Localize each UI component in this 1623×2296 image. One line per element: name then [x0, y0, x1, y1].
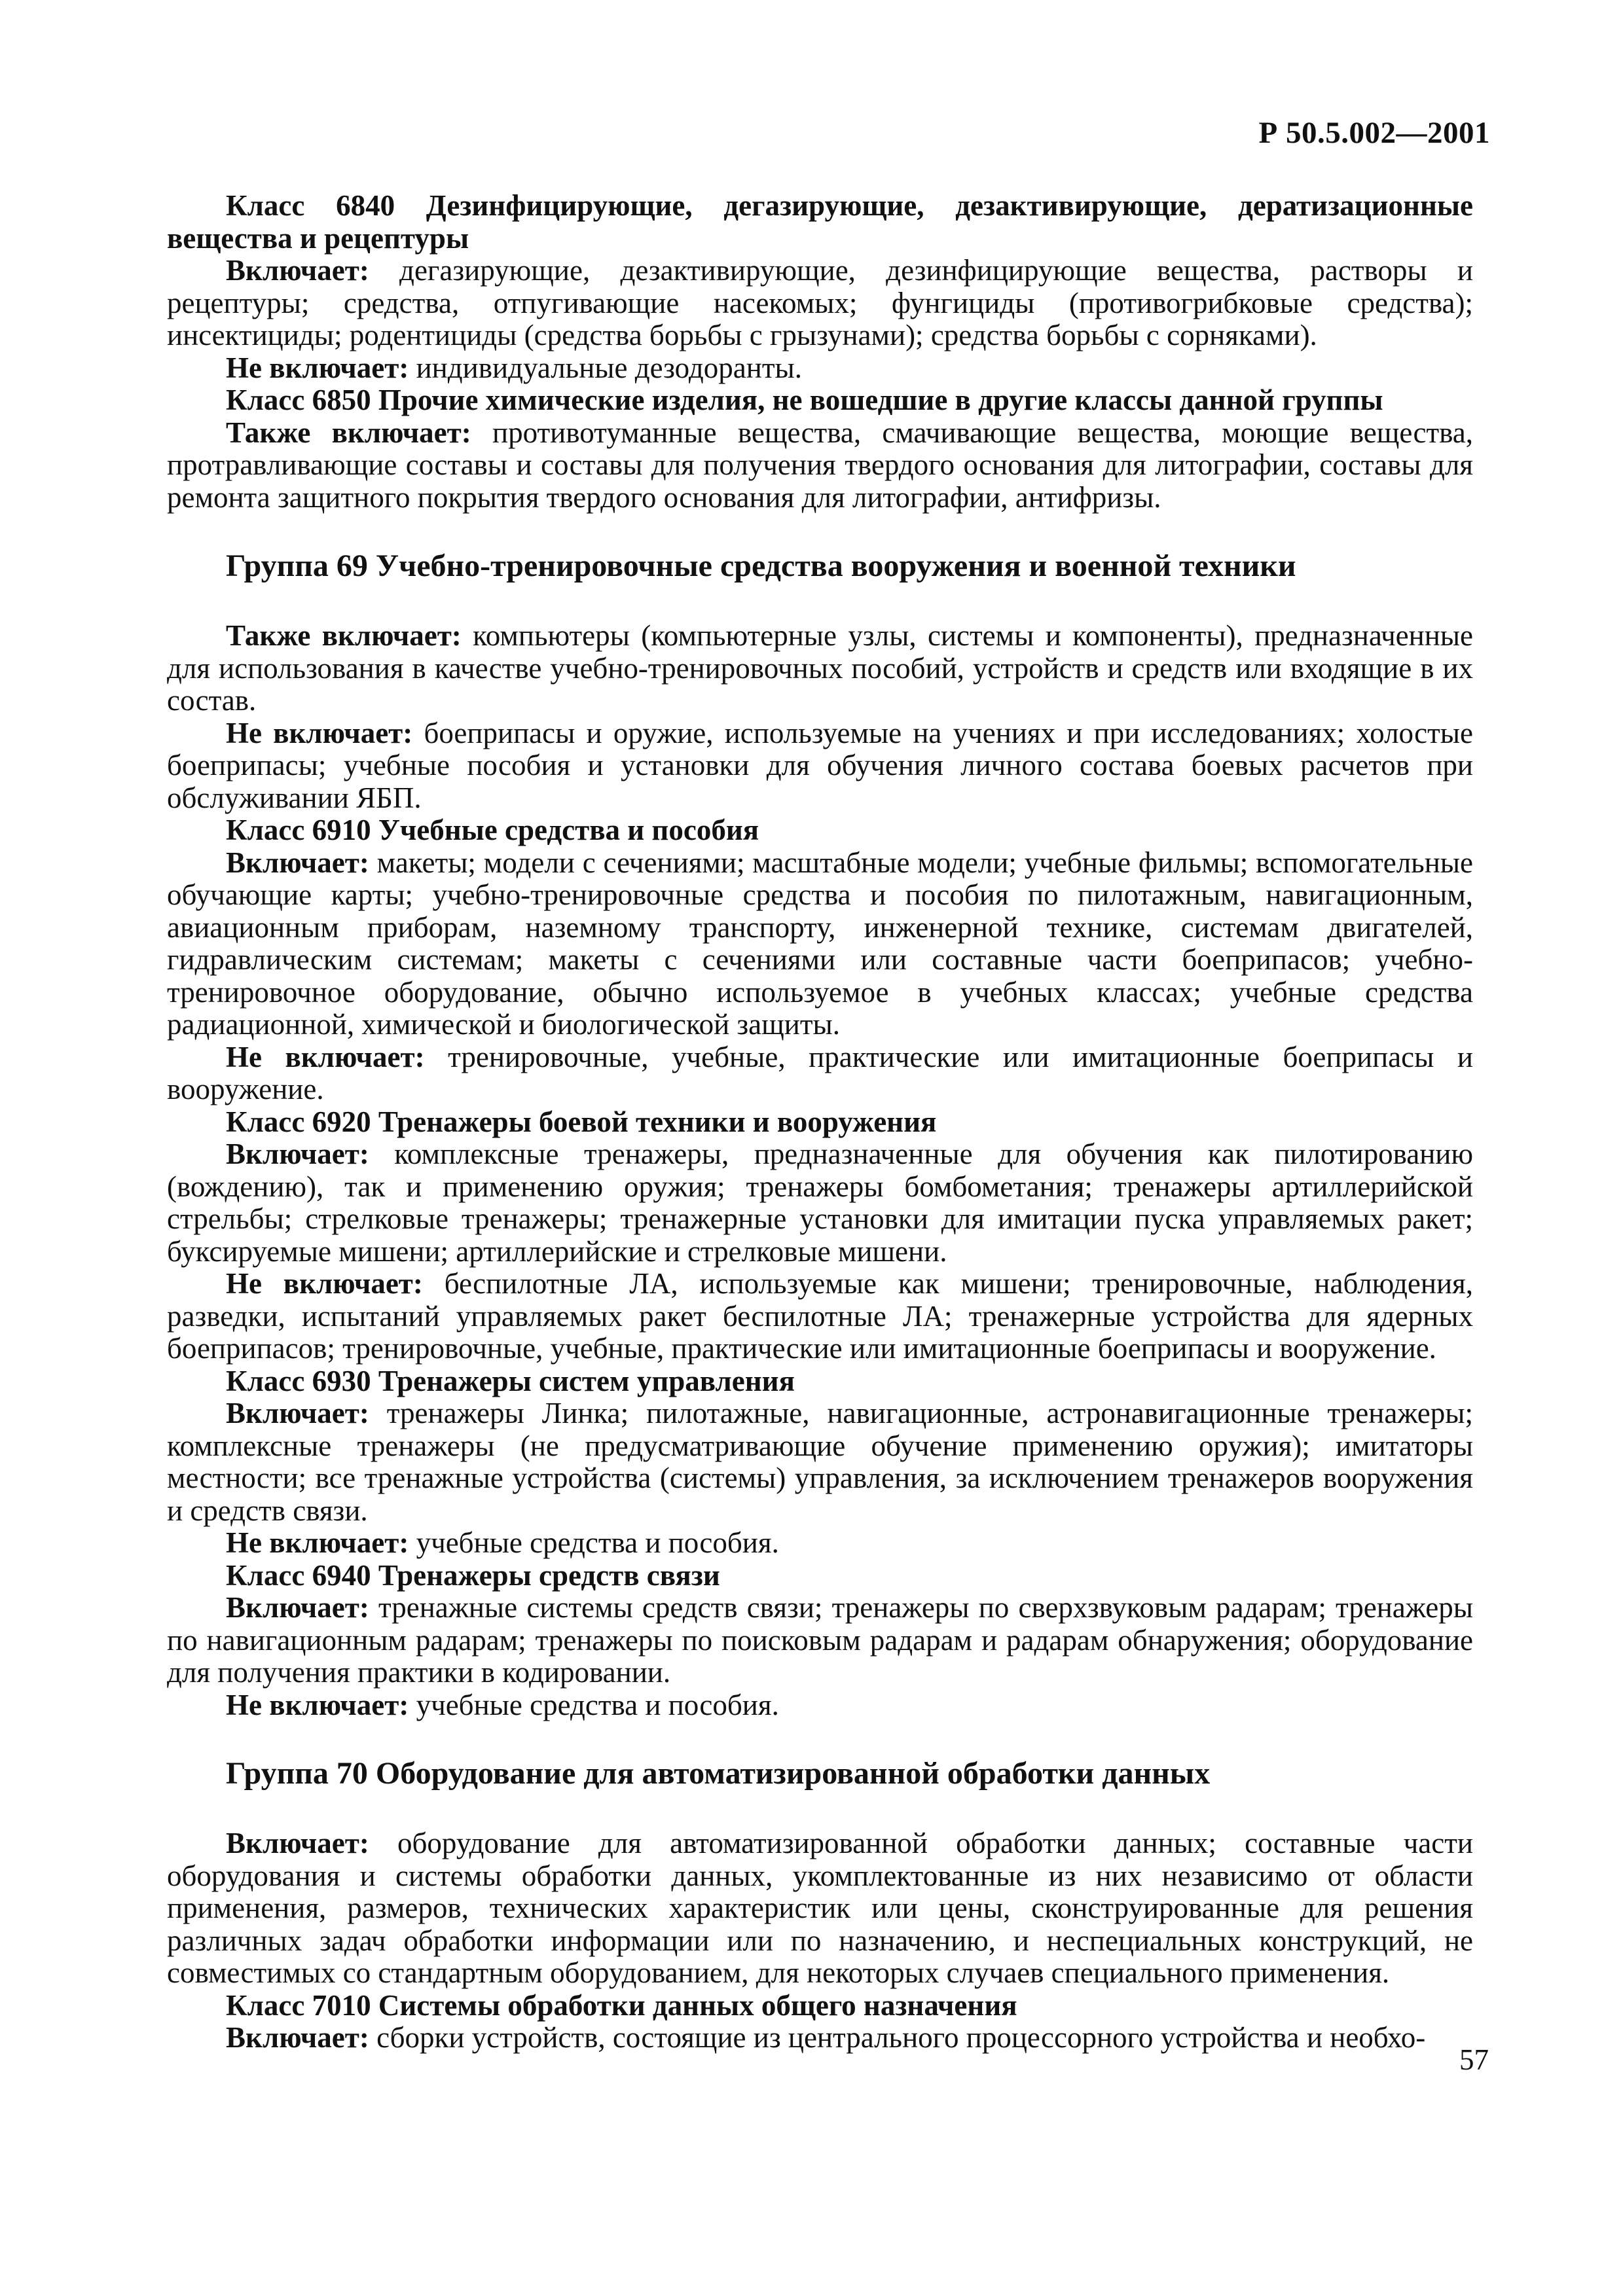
paragraph-text: учебные средства и пособия. [409, 1688, 779, 1721]
paragraph-label: Включает: [226, 1397, 369, 1429]
body-paragraph [167, 417, 1473, 514]
group-heading: Группа 69 Учебно-тренировочные средства вооружения и военной техники [226, 548, 1296, 583]
paragraph-label: Не включает: [226, 716, 413, 749]
paragraph-text: тренажеры Линка; пилотажные, навигационные, астронавигационные тренажеры; комплексные тренажеры (не предусматривающие обучение применению оружия); имитаторы местности; все тренажные устройства (системы) управления, за исключением тренажеров вооружения и средств связи. [167, 1397, 1473, 1527]
paragraph-label: Включает: [226, 1138, 369, 1170]
class-heading: Класс 6920 Тренажеры боевой техники и вооружения [226, 1105, 937, 1138]
paragraph-label: Включает: [226, 254, 369, 287]
document-code: Р 50.5.002—2001 [1258, 116, 1490, 150]
paragraph-text: компьютеры (компьютерные узлы, системы и компоненты), предназначенные для использования в качестве учебно-тренировочных пособий, устройств и средств или входящие в их состав. [167, 619, 1473, 717]
body-paragraph [167, 352, 1473, 385]
body-paragraph [167, 2022, 1473, 2054]
paragraph-label: Включает: [226, 1827, 369, 1859]
body-paragraph [167, 1592, 1473, 1689]
paragraph-label: Включает: [226, 1591, 369, 1624]
paragraph-text: беспилотные ЛА, используемые как мишени; тренировочные, наблюдения, разведки, испытаний управляемых ракет беспилотные ЛА; тренажерные устройства для ядерных боеприпасов; тренировочные, учебные, практические или имитационные боеприпасы и вооружение. [167, 1267, 1473, 1365]
paragraph-text: комплексные тренажеры, предназначенные для обучения как пилотированию (вождению), так и применению оружия; тренажеры бомбометания; тренажеры артиллерийской стрельбы; стрелковые тренажеры; тренажерные установки для имитации пуска управляемых ракет; буксируемые мишени; артиллерийские и стрелковые мишени. [167, 1138, 1473, 1268]
group-heading: Группа 70 Оборудование для автоматизированной обработки данных [226, 1756, 1211, 1791]
paragraph-label: Включает: [226, 2021, 369, 2054]
document-body [167, 190, 1473, 2054]
body-paragraph [167, 620, 1473, 717]
paragraph-label: Также включает: [226, 619, 462, 652]
paragraph-label: Не включает: [226, 1688, 409, 1721]
body-paragraph [167, 1527, 1473, 1560]
class-heading: Класс 7010 Системы обработки данных общего назначения [226, 1988, 1017, 2022]
body-paragraph [167, 1138, 1473, 1268]
paragraph-label: Не включает: [226, 1526, 409, 1559]
body-paragraph [167, 847, 1473, 1041]
body-paragraph [167, 1268, 1473, 1365]
class-heading: Класс 6910 Учебные средства и пособия [226, 814, 759, 846]
paragraph-label: Не включает: [226, 1040, 425, 1073]
paragraph-label: Не включает: [226, 351, 409, 384]
paragraph-label: Включает: [226, 846, 369, 879]
paragraph-text: учебные средства и пособия. [409, 1526, 779, 1559]
class-heading: Класс 6940 Тренажеры средств связи [226, 1558, 720, 1592]
paragraph-text: сборки устройств, состоящие из центрального процессорного устройства и необхо- [369, 2021, 1426, 2054]
paragraph-text: оборудование для автоматизированной обработки данных; составные части оборудования и системы обработки данных, укомплектованные из них независимо от области применения, размеров, технических характеристик или цены, сконструированные для решения различных задач обработки информации или по назначению, и неспециальных конструкций, не совместимых со стандартным оборудованием, для некоторых случаев специального применения. [167, 1827, 1473, 1989]
body-paragraph [167, 1689, 1473, 1722]
paragraph-text: боеприпасы и оружие, используемые на учениях и при исследованиях; холостые боеприпасы; учебные пособия и установки для обучения личного состава боевых расчетов при обслуживании ЯБП. [167, 716, 1473, 814]
body-paragraph [167, 717, 1473, 815]
class-heading: Класс 6850 Прочие химические изделия, не вошедшие в другие классы данной группы [226, 384, 1383, 416]
body-paragraph [167, 1397, 1473, 1527]
class-heading: Класс 6930 Тренажеры систем управления [226, 1364, 795, 1397]
paragraph-text: противотуманные вещества, смачивающие вещества, моющие вещества, протравливающие составы и составы для получения твердого основания для литографии, составы для ремонта защитного покрытия твердого основания для литографии, антифризы. [167, 416, 1473, 514]
class-heading: Класс 6840 Дезинфицирующие, дегазирующие, дезактивирующие, дератизационные вещества и рецептуры [167, 189, 1473, 255]
paragraph-label: Не включает: [226, 1267, 423, 1300]
paragraph-text: индивидуальные дезодоранты. [409, 351, 802, 384]
page-number: 57 [1459, 2043, 1489, 2076]
paragraph-label: Также включает: [226, 416, 471, 449]
body-paragraph [167, 1041, 1473, 1106]
body-paragraph [167, 1827, 1473, 1990]
paragraph-text: макеты; модели с сечениями; масштабные модели; учебные фильмы; вспомогательные обучающие карты; учебно-тренировочные средства и пособия по пилотажным, навигационным, авиационным приборам, наземному транспорту, инженерной технике, системам двигателей, гидравлическим системам; макеты с сечениями или составные части боеприпасов; учебно-тренировочное оборудование, обычно используемое в учебных классах; учебные средства радиационной, химической и биологической защиты. [167, 846, 1473, 1041]
body-paragraph [167, 255, 1473, 352]
paragraph-text: тренажные системы средств связи; тренажеры по сверхзвуковым радарам; тренажеры по навигационным радарам; тренажеры по поисковым радарам и радарам обнаружения; оборудование для получения практики в кодировании. [167, 1591, 1473, 1689]
paragraph-text: тренировочные, учебные, практические или имитационные боеприпасы и вооружение. [167, 1040, 1473, 1105]
paragraph-text: дегазирующие, дезактивирующие, дезинфицирующие вещества, растворы и рецептуры; средства, отпугивающие насекомых; фунгициды (противогрибковые средства); инсектициды; родентициды (средства борьбы с грызунами); средства борьбы с сорняками). [167, 254, 1473, 351]
